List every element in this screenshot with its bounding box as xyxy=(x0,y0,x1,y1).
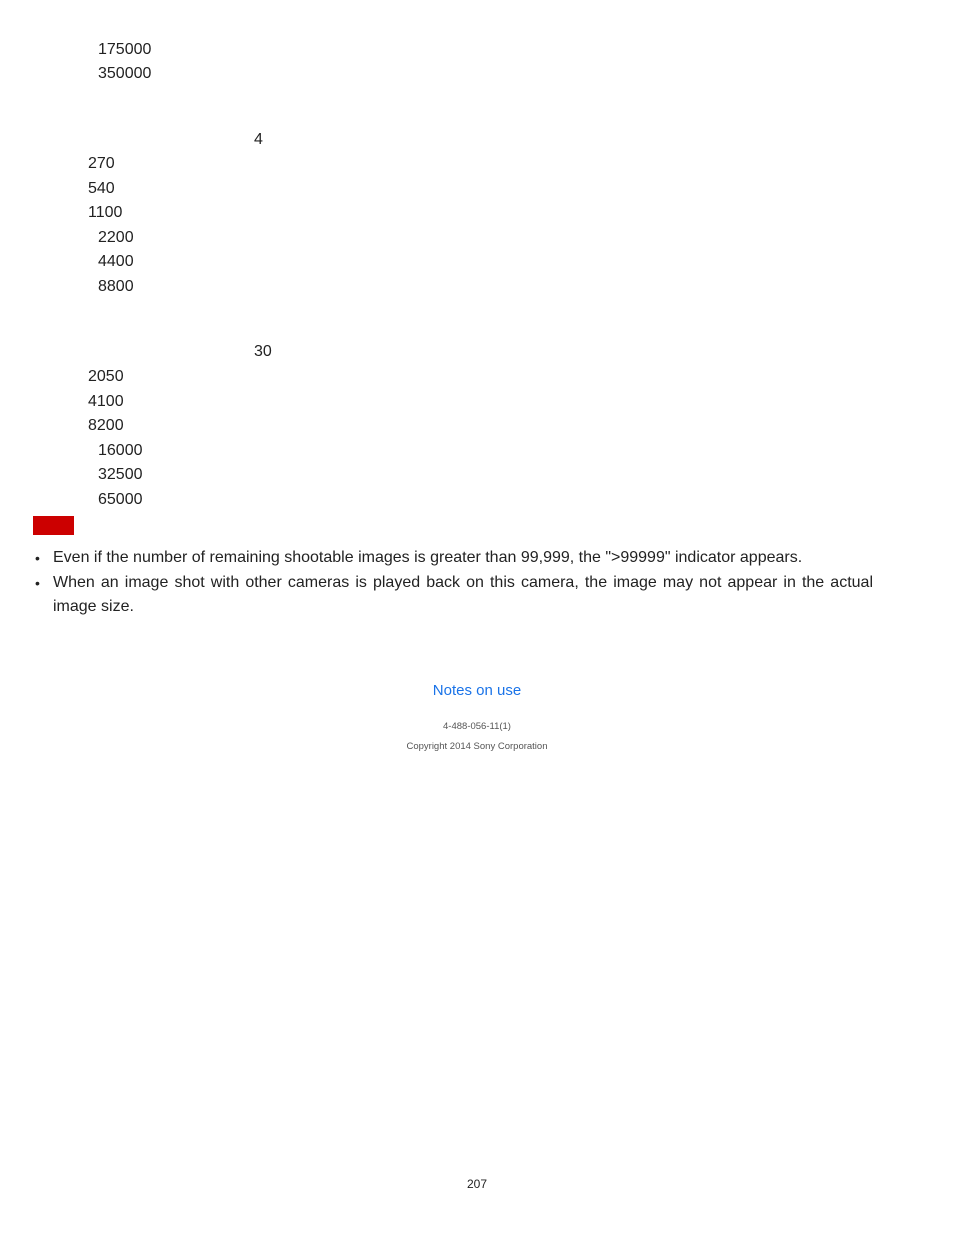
list-item xyxy=(33,571,873,620)
value-175000: 175000 xyxy=(98,41,152,58)
list-item xyxy=(33,546,873,571)
value-350000: 350000 xyxy=(98,65,152,82)
doc-code: 4-488-056-11(1) xyxy=(443,721,511,732)
value-4100: 4100 xyxy=(88,393,124,410)
bullet-icon: • xyxy=(35,574,40,591)
value-2200: 2200 xyxy=(98,229,134,246)
group-header-4: 4 xyxy=(254,131,263,148)
value-16000: 16000 xyxy=(98,442,143,459)
value-65000: 65000 xyxy=(98,491,143,508)
notes-on-use-link[interactable]: Notes on use xyxy=(432,682,522,699)
notes-list xyxy=(33,546,873,620)
value-8200: 8200 xyxy=(88,417,124,434)
value-8800: 8800 xyxy=(98,278,134,295)
value-2050: 2050 xyxy=(88,368,124,385)
note-text: Even if the number of remaining shootable images is greater than 99,999, the ">99999" indicator appears. xyxy=(53,549,803,566)
copyright: Copyright 2014 Sony Corporation xyxy=(406,741,548,752)
note-badge xyxy=(33,516,74,535)
value-1100: 1100 xyxy=(88,204,123,221)
note-text: When an image shot with other cameras is played back on this camera, the image may not appear in the actual image size. xyxy=(53,573,873,615)
bullet-icon: • xyxy=(35,550,40,566)
value-4400: 4400 xyxy=(98,253,134,270)
group-header-30: 30 xyxy=(254,343,272,360)
value-32500: 32500 xyxy=(98,466,143,483)
page-number: 207 xyxy=(466,1177,488,1191)
value-270: 270 xyxy=(88,155,115,172)
value-540: 540 xyxy=(88,180,115,197)
